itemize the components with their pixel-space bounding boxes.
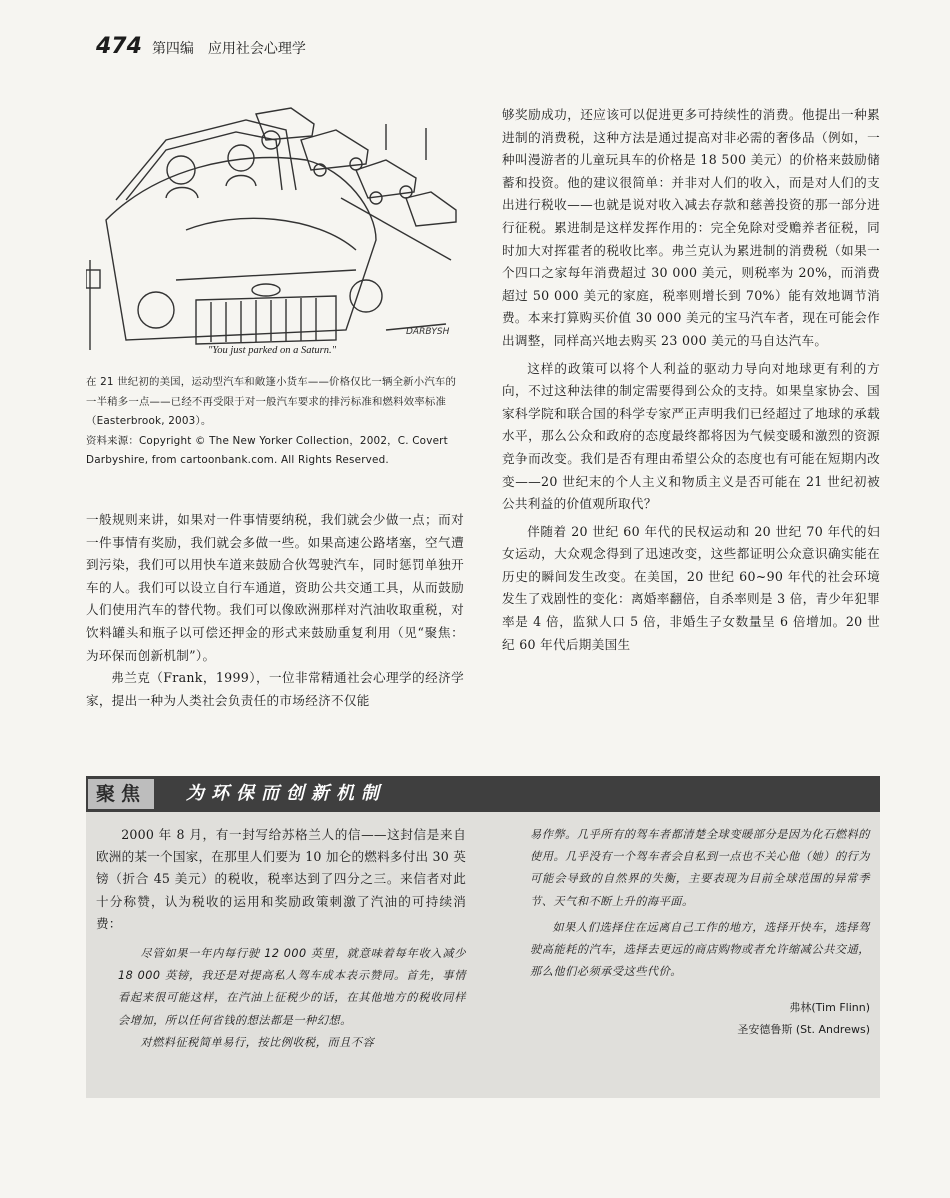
paragraph: 弗兰克（Frank，1999），一位非常精通社会心理学的经济学家，提出一种为人类社会负责任的市场经济不仅能 bbox=[86, 670, 464, 708]
right-column bbox=[502, 104, 880, 656]
letter-signature bbox=[530, 997, 870, 1041]
focus-title: 为环保而创新机制 bbox=[186, 783, 386, 804]
paragraph: 伴随着 20 世纪 60 年代的民权运动和 20 世纪 70 年代的妇女运动，大众观念得到了迅速改变，这些都证明公众意识确实能在历史的瞬间发生改变。在美国，20 世纪 60~90 年代的社会环境发生了戏剧性的变化：离婚率翻倍，自杀率则是 3 倍，青少年犯罪率是 4 倍，监狱人口 5 倍，非婚生子女数量呈 6 倍增加。20 世纪 60 年代后期美国生 bbox=[502, 523, 880, 652]
focus-right-column bbox=[530, 824, 870, 1041]
quote-paragraph: 易作弊。几乎所有的驾车者都清楚全球变暖部分是因为化石燃料的使用。几乎没有一个驾车者会自私到一点也不关心他（她）的行为可能会导致的自然界的失衡，主要表现为目前全球范围的异常季节、天气和不断上升的海平面。 bbox=[530, 828, 870, 908]
focus-badge: 聚焦 bbox=[88, 779, 154, 809]
figure-caption bbox=[86, 373, 462, 471]
caption-text: 在 21 世纪初的美国，运动型汽车和敞篷小货车——价格仅比一辆全新小汽车的一半稍多一点——已经不再受限于对一般汽车要求的排污标准和燃料效率标准（Easterbrook, 2003）。 bbox=[86, 376, 457, 427]
left-column bbox=[86, 509, 464, 712]
section-title: 第四编 应用社会心理学 bbox=[151, 41, 306, 57]
cartoon-signature: DARBYSH bbox=[406, 327, 450, 337]
focus-lead-paragraph: 2000 年 8 月，有一封写给苏格兰人的信——这封信是来自欧洲的某一个国家，在那里人们要为 10 加仑的燃料多付出 30 英镑（折合 45 美元）的税收，税率达到了四分之三。来信者对此十分称赞，认为税收的运用和奖励政策刺激了汽油的可持续消费： bbox=[96, 827, 466, 931]
paragraph: 一般规则来讲，如果对一件事情要纳税，我们就会少做一点；而对一件事情有奖励，我们就会多做一些。如果高速公路堵塞，空气遭到污染，我们可以用快车道来鼓励合伙驾驶汽车，同时惩罚单独开车的人。我们可以设立自行车通道，资助公共交通工具，从而鼓励人们使用汽车的替代物。我们可以像欧洲那样对汽油收取重税，对饮料罐头和瓶子以可偿还押金的形式来鼓励重复利用（见“聚焦：为环保而创新机制”）。 bbox=[86, 512, 464, 663]
cartoon-illustration bbox=[86, 100, 458, 362]
signature-place: 圣安德鲁斯 (St. Andrews) bbox=[737, 1023, 870, 1037]
page-header bbox=[96, 34, 306, 64]
paragraph: 够奖励成功，还应该可以促进更多可持续性的消费。他提出一种累进制的消费税，这种方法是通过提高对非必需的奢侈品（例如，一种叫漫游者的儿童玩具车的价格是 18 500 美元）的价格来鼓励储蓄和投资。他的建议很简单：并非对人们的收入，而是对人们的支出进行税收——也就是说对收入减去存款和慈善投资的那一部分进行征税。累进制是这样发挥作用的：完全免除对受赡养者征税，同时加大对挥霍者的税收比率。弗兰克认为累进制的消费税（如果一个四口之家每年消费超过 30 000 美元，则税率为 20%，而消费超过 50 000 美元的家庭，税率则增长到 70%）能有效地调节消费。本来打算购买价值 30 000 美元的宝马汽车者，现在可能会作出调整，同样高兴地去购买 23 000 美元的马自达汽车。 bbox=[502, 107, 880, 348]
quote-paragraph: 对燃料征税简单易行，按比例收税，而且不容 bbox=[140, 1035, 375, 1049]
letter-quote-left bbox=[96, 943, 466, 1054]
letter-quote-right bbox=[530, 824, 870, 983]
caption-source: 资料来源：Copyright © The New Yorker Collection，2002，C. Covert Darbyshire, from cartoonbank.com. All Rights Reserved. bbox=[86, 434, 448, 466]
cartoon-quote: "You just parked on a Saturn." bbox=[207, 345, 337, 356]
quote-paragraph: 如果人们选择住在远离自己工作的地方，选择开快车，选择驾驶高能耗的汽车，选择去更远的商店购物或者允许缩减公共交通，那么他们必须承受这些代价。 bbox=[530, 920, 870, 979]
page-number: 474 bbox=[96, 34, 142, 59]
paragraph: 这样的政策可以将个人利益的驱动力导向对地球更有利的方向，不过这种法律的制定需要得到公众的支持。如果皇家协会、国家科学院和联合国的科学专家严正声明我们已经超过了地球的承载水平，那么公众和政府的态度最终都将因为气候变暖和激烈的资源竞争而改变。我们是否有理由希望公众的态度也有可能在短期内改变——20 世纪末的个人主义和物质主义是否可能在 21 世纪初被公共利益的价值观所取代？ bbox=[502, 360, 880, 512]
focus-left-column bbox=[96, 824, 466, 1054]
quote-paragraph: 尽管如果一年内每行驶 12 000 英里，就意味着每年收入减少 18 000 英镑，我还是对提高私人驾车成本表示赞同。首先，事情看起来很可能这样，在汽油上征税少的话，在其他地方的税收同样会增加，所以任何省钱的想法都是一种幻想。 bbox=[118, 947, 466, 1027]
signature-name: 弗林(Tim Flinn) bbox=[789, 1001, 870, 1015]
